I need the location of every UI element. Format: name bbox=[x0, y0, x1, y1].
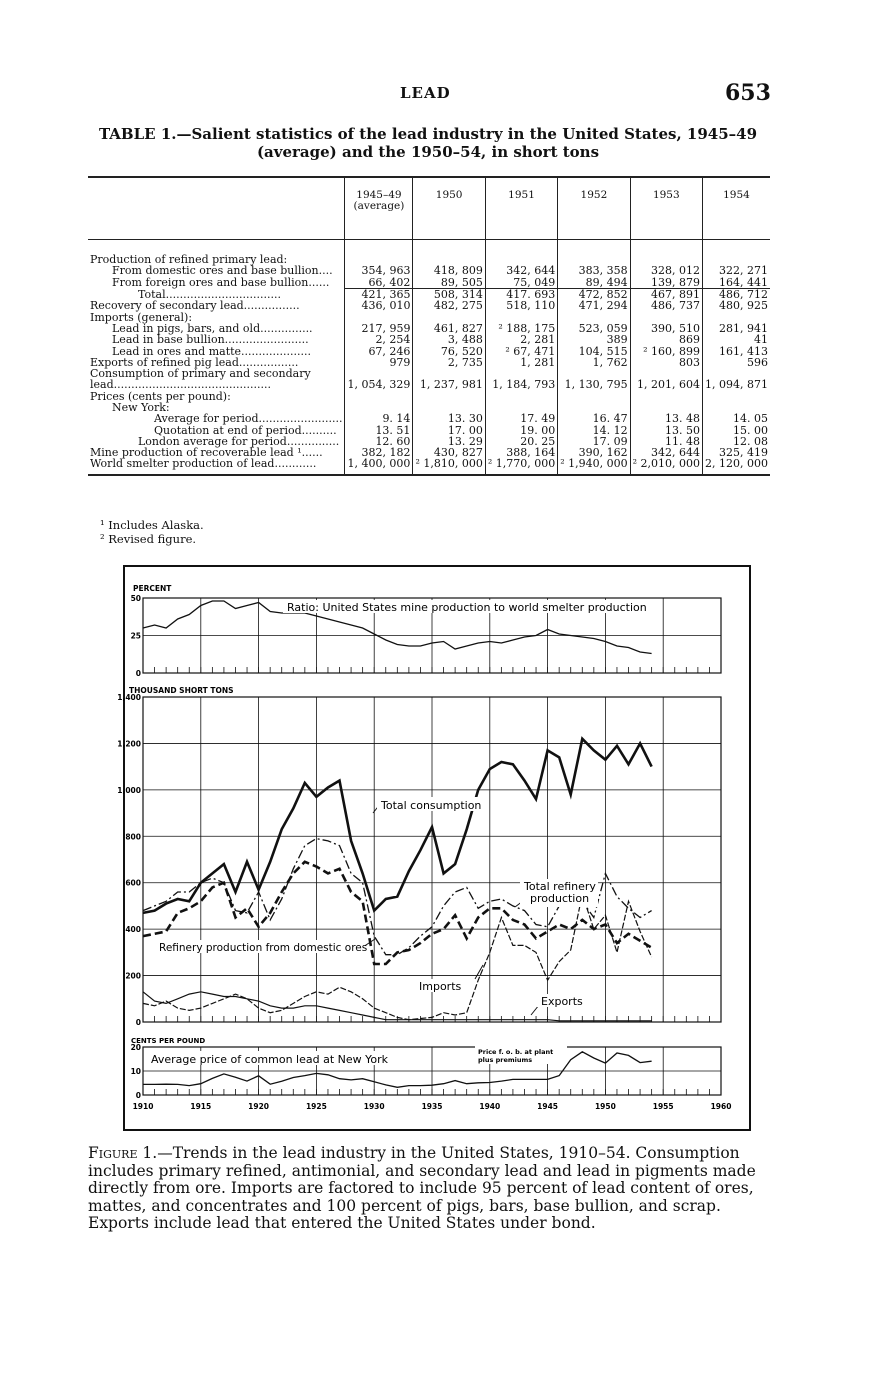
cell-value: 14. 05 bbox=[703, 413, 770, 424]
cell-value bbox=[485, 391, 557, 402]
cents-axis-label: CENTS PER POUND bbox=[131, 1037, 206, 1045]
cell-value: 461, 827 bbox=[413, 323, 485, 334]
cell-value: 17. 00 bbox=[413, 424, 485, 435]
exports-label: Exports bbox=[541, 995, 583, 1008]
cell-value: 281, 941 bbox=[703, 323, 770, 334]
table-title bbox=[88, 125, 768, 161]
y-tick-label: 25 bbox=[130, 631, 141, 641]
table-footnotes bbox=[100, 518, 204, 546]
cell-value: 2, 735 bbox=[413, 357, 485, 368]
y-tick-label: 0 bbox=[135, 669, 141, 678]
column-header: 1945–49 (average) bbox=[345, 177, 413, 240]
cell-value: 322, 271 bbox=[703, 265, 770, 276]
cell-value: 436, 010 bbox=[345, 300, 413, 311]
cell-value: 161, 413 bbox=[703, 345, 770, 356]
cell-value: 17. 09 bbox=[558, 436, 630, 447]
cell-value: 11. 48 bbox=[630, 436, 702, 447]
cell-value: 417. 693 bbox=[485, 288, 557, 300]
row-label: From domestic ores and base bullion.... bbox=[112, 264, 333, 278]
x-tick-label: 1930 bbox=[363, 1102, 385, 1111]
premium-label-2: plus premiums bbox=[478, 1056, 533, 1064]
y-tick-label: 50 bbox=[130, 594, 141, 603]
cell-value: ² 188, 175 bbox=[485, 323, 557, 334]
ratio-label: Ratio: United States mine production to world smelter production bbox=[287, 601, 647, 614]
row-label: lead............................................. bbox=[90, 378, 271, 392]
cell-value: 41 bbox=[703, 334, 770, 345]
table-row bbox=[88, 300, 770, 311]
cell-value: 328, 012 bbox=[630, 265, 702, 276]
footnote: ¹ Includes Alaska. bbox=[100, 518, 204, 532]
cell-value bbox=[630, 240, 702, 266]
cell-value: 389 bbox=[558, 334, 630, 345]
cell-value: 383, 358 bbox=[558, 265, 630, 276]
caption-label: Figure 1. bbox=[88, 1144, 158, 1162]
cell-value: 596 bbox=[703, 357, 770, 368]
cell-value: 19. 00 bbox=[485, 424, 557, 435]
cell-value bbox=[558, 240, 630, 266]
column-header: 1952 bbox=[558, 177, 630, 240]
cell-value: 518, 110 bbox=[485, 300, 557, 311]
column-header: 1954 bbox=[703, 177, 770, 240]
y-tick-label: 20 bbox=[130, 1043, 141, 1052]
table-row bbox=[88, 391, 770, 402]
cell-value: 390, 510 bbox=[630, 323, 702, 334]
table-row bbox=[88, 379, 770, 390]
cell-value: ² 1,940, 000 bbox=[558, 458, 630, 474]
running-head bbox=[0, 80, 886, 110]
domestic-ores-label: Refinery production from domestic ores bbox=[159, 942, 368, 954]
row-label: Imports (general): bbox=[90, 310, 193, 324]
cell-value: 2, 120, 000 bbox=[703, 458, 770, 474]
cell-value bbox=[485, 240, 557, 266]
cell-value: 3, 488 bbox=[413, 334, 485, 345]
cell-value: 13. 50 bbox=[630, 424, 702, 435]
row-label: London average for period............... bbox=[138, 434, 340, 448]
row-label: Recovery of secondary lead................ bbox=[90, 299, 300, 313]
cell-value bbox=[703, 240, 770, 266]
cell-value bbox=[345, 391, 413, 402]
cell-value: 2, 281 bbox=[485, 334, 557, 345]
x-tick-label: 1945 bbox=[537, 1102, 559, 1111]
total-refinery-label-2: production bbox=[530, 892, 590, 905]
row-label: World smelter production of lead............ bbox=[88, 458, 345, 474]
x-tick-label: 1920 bbox=[248, 1102, 270, 1111]
cell-value: 76, 520 bbox=[413, 345, 485, 356]
cell-value bbox=[413, 391, 485, 402]
cell-value: ² 67, 471 bbox=[485, 345, 557, 356]
cell-value: 12. 08 bbox=[703, 436, 770, 447]
row-label: Production of refined primary lead: bbox=[90, 253, 288, 267]
cell-value: 390, 162 bbox=[558, 447, 630, 458]
premium-label: Price f. o. b. at plant bbox=[478, 1048, 554, 1056]
cell-value bbox=[413, 240, 485, 266]
cell-value: 430, 827 bbox=[413, 447, 485, 458]
cell-value: 486, 737 bbox=[630, 300, 702, 311]
row-label: Average for period........................ bbox=[154, 412, 343, 426]
cell-value: 418, 809 bbox=[413, 265, 485, 276]
row-label: Lead in base bullion........................ bbox=[112, 333, 309, 347]
row-label: New York: bbox=[112, 401, 170, 414]
y-tick-label: 1,200 bbox=[117, 739, 141, 749]
cell-value bbox=[558, 391, 630, 402]
cell-value: 75, 049 bbox=[485, 277, 557, 289]
cell-value: 1, 130, 795 bbox=[558, 379, 630, 390]
cell-value: 217, 959 bbox=[345, 323, 413, 334]
row-label: Prices (cents per pound): bbox=[90, 389, 231, 403]
column-header: 1950 bbox=[413, 177, 485, 240]
cell-value: ² 1,770, 000 bbox=[485, 458, 557, 474]
cell-value: 979 bbox=[345, 357, 413, 368]
table-row bbox=[88, 240, 770, 266]
cell-value: 14. 12 bbox=[558, 424, 630, 435]
column-header: 1953 bbox=[630, 177, 702, 240]
x-tick-label: 1925 bbox=[305, 1102, 327, 1111]
cell-value: 342, 644 bbox=[630, 447, 702, 458]
cell-value: 803 bbox=[630, 357, 702, 368]
table-row bbox=[88, 345, 770, 356]
cell-value: 480, 925 bbox=[703, 300, 770, 311]
y-tick-label: 800 bbox=[125, 832, 141, 842]
caption-text: —Trends in the lead industry in the United States, 1910–54. Consumption includes primary refined, antimonial, and secondary lead and lead in pigments made directly from ore. Imports are factored to include 95 percent of lead content of ores, mattes, and concentrates and 100 percent of pigs, bars, base bullion, and scrap. Exports include lead that entered the United States under bond. bbox=[88, 1144, 756, 1232]
x-tick-label: 1955 bbox=[652, 1102, 674, 1111]
cell-value: 523, 059 bbox=[558, 323, 630, 334]
total-refinery-label: Total refinery bbox=[524, 880, 596, 893]
cell-value: 104, 515 bbox=[558, 345, 630, 356]
x-tick-label: 1960 bbox=[710, 1102, 732, 1111]
trend-chart bbox=[117, 567, 748, 1128]
cell-value: 89, 505 bbox=[413, 277, 485, 289]
row-label: Quotation at end of period.......... bbox=[154, 423, 337, 437]
cell-value: 89, 494 bbox=[558, 277, 630, 289]
total-consumption-label: Total consumption bbox=[381, 799, 482, 812]
row-label: From foreign ores and base bullion...... bbox=[112, 275, 330, 289]
y-tick-label: 0 bbox=[135, 1018, 141, 1027]
cell-value: 869 bbox=[630, 334, 702, 345]
cell-value: 2, 254 bbox=[345, 334, 413, 345]
cell-value: 486, 712 bbox=[703, 288, 770, 300]
cell-value: 1, 237, 981 bbox=[413, 379, 485, 390]
x-tick-label: 1910 bbox=[132, 1102, 154, 1111]
cell-value: 1, 400, 000 bbox=[345, 458, 413, 474]
table-row bbox=[88, 334, 770, 345]
row-label: Exports of refined pig lead................. bbox=[90, 355, 299, 369]
cell-value: 482, 275 bbox=[413, 300, 485, 311]
cell-value: 354, 963 bbox=[345, 265, 413, 276]
cell-value: 325, 419 bbox=[703, 447, 770, 458]
cell-value: 1, 281 bbox=[485, 357, 557, 368]
running-title: LEAD bbox=[400, 84, 451, 102]
x-tick-label: 1940 bbox=[479, 1102, 501, 1111]
statistics-table bbox=[88, 176, 768, 476]
cell-value bbox=[703, 391, 770, 402]
x-tick-label: 1935 bbox=[421, 1102, 443, 1111]
x-tick-label: 1950 bbox=[594, 1102, 616, 1111]
figure-caption bbox=[88, 1145, 764, 1233]
table-title-line-1: TABLE 1.—Salient statistics of the lead industry in the United States, 1945–49 bbox=[98, 125, 758, 143]
imports-label: Imports bbox=[419, 980, 462, 993]
column-header: 1951 bbox=[485, 177, 557, 240]
y-tick-label: 10 bbox=[130, 1067, 141, 1076]
cell-value: 1, 201, 604 bbox=[630, 379, 702, 390]
y-tick-label: 600 bbox=[125, 878, 141, 888]
cell-value: 16. 47 bbox=[558, 413, 630, 424]
cell-value: 1, 054, 329 bbox=[345, 379, 413, 390]
cell-value: 12. 60 bbox=[345, 436, 413, 447]
cell-value: 66, 402 bbox=[345, 277, 413, 289]
cell-value: 388, 164 bbox=[485, 447, 557, 458]
y-tick-label: 1,400 bbox=[117, 693, 141, 702]
row-label: Mine production of recoverable lead ¹...... bbox=[90, 446, 323, 460]
cell-value bbox=[345, 240, 413, 266]
cell-value: 1, 762 bbox=[558, 357, 630, 368]
y-tick-label: 1,000 bbox=[117, 785, 141, 795]
percent-axis-label: PERCENT bbox=[133, 584, 172, 593]
figure-1 bbox=[117, 565, 751, 1131]
cell-value: 15. 00 bbox=[703, 424, 770, 435]
cell-value: 67, 246 bbox=[345, 345, 413, 356]
y-tick-label: 200 bbox=[125, 971, 141, 981]
tons-axis-label: THOUSAND SHORT TONS bbox=[129, 686, 234, 695]
cell-value: 467, 891 bbox=[630, 288, 702, 300]
cell-value: ² 160, 899 bbox=[630, 345, 702, 356]
table-row bbox=[88, 265, 770, 276]
cell-value: 382, 182 bbox=[345, 447, 413, 458]
cell-value: ² 2,010, 000 bbox=[630, 458, 702, 474]
table-row bbox=[88, 458, 770, 474]
cell-value: 13. 29 bbox=[413, 436, 485, 447]
cell-value: 342, 644 bbox=[485, 265, 557, 276]
footnote: ² Revised figure. bbox=[100, 532, 197, 546]
row-label: Lead in ores and matte.................... bbox=[112, 344, 311, 358]
table-row bbox=[88, 277, 770, 289]
cell-value: 164, 441 bbox=[703, 277, 770, 289]
cell-value: 1, 094, 871 bbox=[703, 379, 770, 390]
cell-value: 508, 314 bbox=[413, 288, 485, 300]
page-number: 653 bbox=[725, 80, 771, 106]
row-label: Consumption of primary and secondary bbox=[90, 367, 311, 381]
cell-value: 472, 852 bbox=[558, 288, 630, 300]
y-tick-label: 0 bbox=[135, 1091, 141, 1100]
x-tick-label: 1915 bbox=[190, 1102, 212, 1111]
y-tick-label: 400 bbox=[125, 925, 141, 935]
row-label: Lead in pigs, bars, and old............... bbox=[112, 321, 313, 335]
cell-value bbox=[630, 391, 702, 402]
row-label: Total................................. bbox=[138, 287, 281, 301]
cell-value: 20. 25 bbox=[485, 436, 557, 447]
cell-value: 13. 51 bbox=[345, 424, 413, 435]
cell-value: 471, 294 bbox=[558, 300, 630, 311]
price-label: Average price of common lead at New York bbox=[151, 1053, 389, 1066]
cell-value: ² 1,810, 000 bbox=[413, 458, 485, 474]
cell-value: 1, 184, 793 bbox=[485, 379, 557, 390]
row-label-header bbox=[88, 177, 345, 240]
cell-value: 13. 30 bbox=[413, 413, 485, 424]
cell-value: 13. 48 bbox=[630, 413, 702, 424]
cell-value: 421, 365 bbox=[345, 288, 413, 300]
cell-value: 17. 49 bbox=[485, 413, 557, 424]
cell-value: 139, 879 bbox=[630, 277, 702, 289]
cell-value: 9. 14 bbox=[345, 413, 413, 424]
table-title-line-2: (average) and the 1950–54, in short tons bbox=[256, 143, 600, 161]
table-row bbox=[88, 413, 770, 424]
